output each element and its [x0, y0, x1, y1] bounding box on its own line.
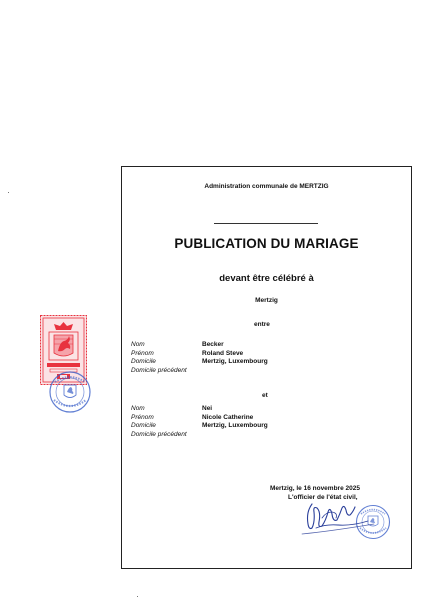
document-title: PUBLICATION DU MARIAGE — [174, 236, 359, 251]
label-nom: Nom — [131, 341, 145, 348]
scan-speck — [8, 192, 9, 193]
party-1-details — [131, 341, 401, 375]
label-domicile: Domicile — [131, 422, 156, 430]
label-nom: Nom — [131, 405, 145, 412]
signatory-role: L'officier de l'état civil, — [288, 494, 358, 501]
party-1-row-domicile-precedent — [131, 367, 401, 376]
party-1-prenom: Roland Steve — [202, 349, 244, 357]
ceremony-place: Mertzig — [255, 297, 278, 304]
party-1-row-domicile — [131, 358, 401, 367]
party-2-details — [131, 405, 401, 439]
party-2-domicile: Mertzig, Luxembourg — [202, 422, 268, 430]
party-2-row-domicile-precedent — [131, 431, 401, 440]
party-1-row-nom — [131, 341, 401, 350]
officer-signature — [292, 494, 382, 540]
party-2-nom: Nei — [202, 405, 213, 412]
label-domicile: Domicile — [131, 358, 156, 366]
party-2-row-domicile — [131, 422, 401, 431]
document-subtitle: devant être célébré à — [219, 273, 314, 284]
party-2-prenom: Nicole Catherine — [202, 413, 254, 421]
party-1-row-prenom — [131, 350, 401, 359]
label-domicile-precedent: Domicile précédent — [131, 430, 187, 438]
municipal-seal-stamp — [48, 370, 92, 414]
issuing-authority: Administration communale de MERTZIG — [204, 183, 329, 190]
header-divider — [214, 223, 318, 224]
signature-date-line: Mertzig, le 16 novembre 2025 — [270, 485, 360, 492]
party-1-domicile: Mertzig, Luxembourg — [202, 358, 268, 366]
scan-speck — [137, 596, 138, 597]
label-prenom: Prénom — [131, 349, 154, 357]
party-1-nom: Becker — [202, 341, 224, 348]
label-prenom: Prénom — [131, 413, 154, 421]
label-domicile-precedent: Domicile précédent — [131, 366, 187, 374]
between-label: entre — [254, 321, 270, 328]
party-2-row-prenom — [131, 414, 401, 423]
party-2-row-nom — [131, 405, 401, 414]
and-label: et — [262, 392, 268, 399]
